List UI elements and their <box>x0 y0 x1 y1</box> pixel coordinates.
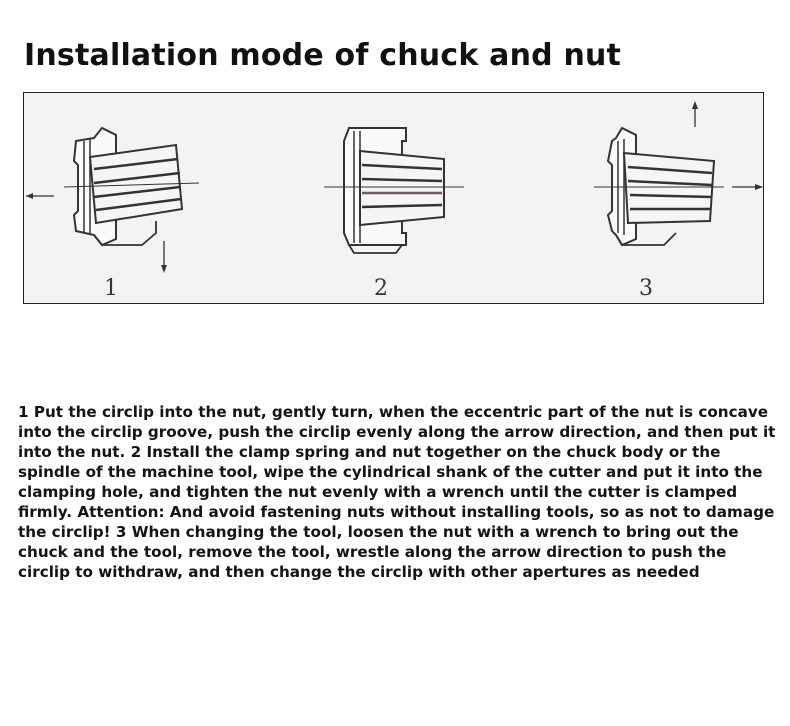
step-label-3: 3 <box>639 276 653 301</box>
step-3-drawing <box>594 101 763 245</box>
installation-diagram <box>23 92 764 304</box>
step-2-drawing <box>324 128 464 253</box>
step-label-1: 1 <box>104 276 118 301</box>
page-title: Installation mode of chuck and nut <box>24 38 622 73</box>
installation-diagram-svg <box>24 93 763 303</box>
installation-description: 1 Put the circlip into the nut, gently turn, when the eccentric part of the nut is concave into the circlip groove, push the circlip evenly along the arrow direction, and then put it into the nut. 2 Install the clamp spring and nut together on the chuck body or the spindle of the machine tool, wipe the cylindrical shank of the cutter and put it into the clamping hole, and tighten the nut evenly with a wrench until the cutter is clamped firmly. Attention: And avoid fastening nuts without installing tools, so as not to damage the circlip! 3 When changing the tool, loosen the nut with a wrench to bring out the chuck and the tool, remove the tool, wrestle along the arrow direction to push the circlip to withdraw, and then change the circlip with other apertures as needed <box>18 403 776 581</box>
step-label-2: 2 <box>374 276 388 301</box>
step-1-drawing <box>26 128 199 273</box>
